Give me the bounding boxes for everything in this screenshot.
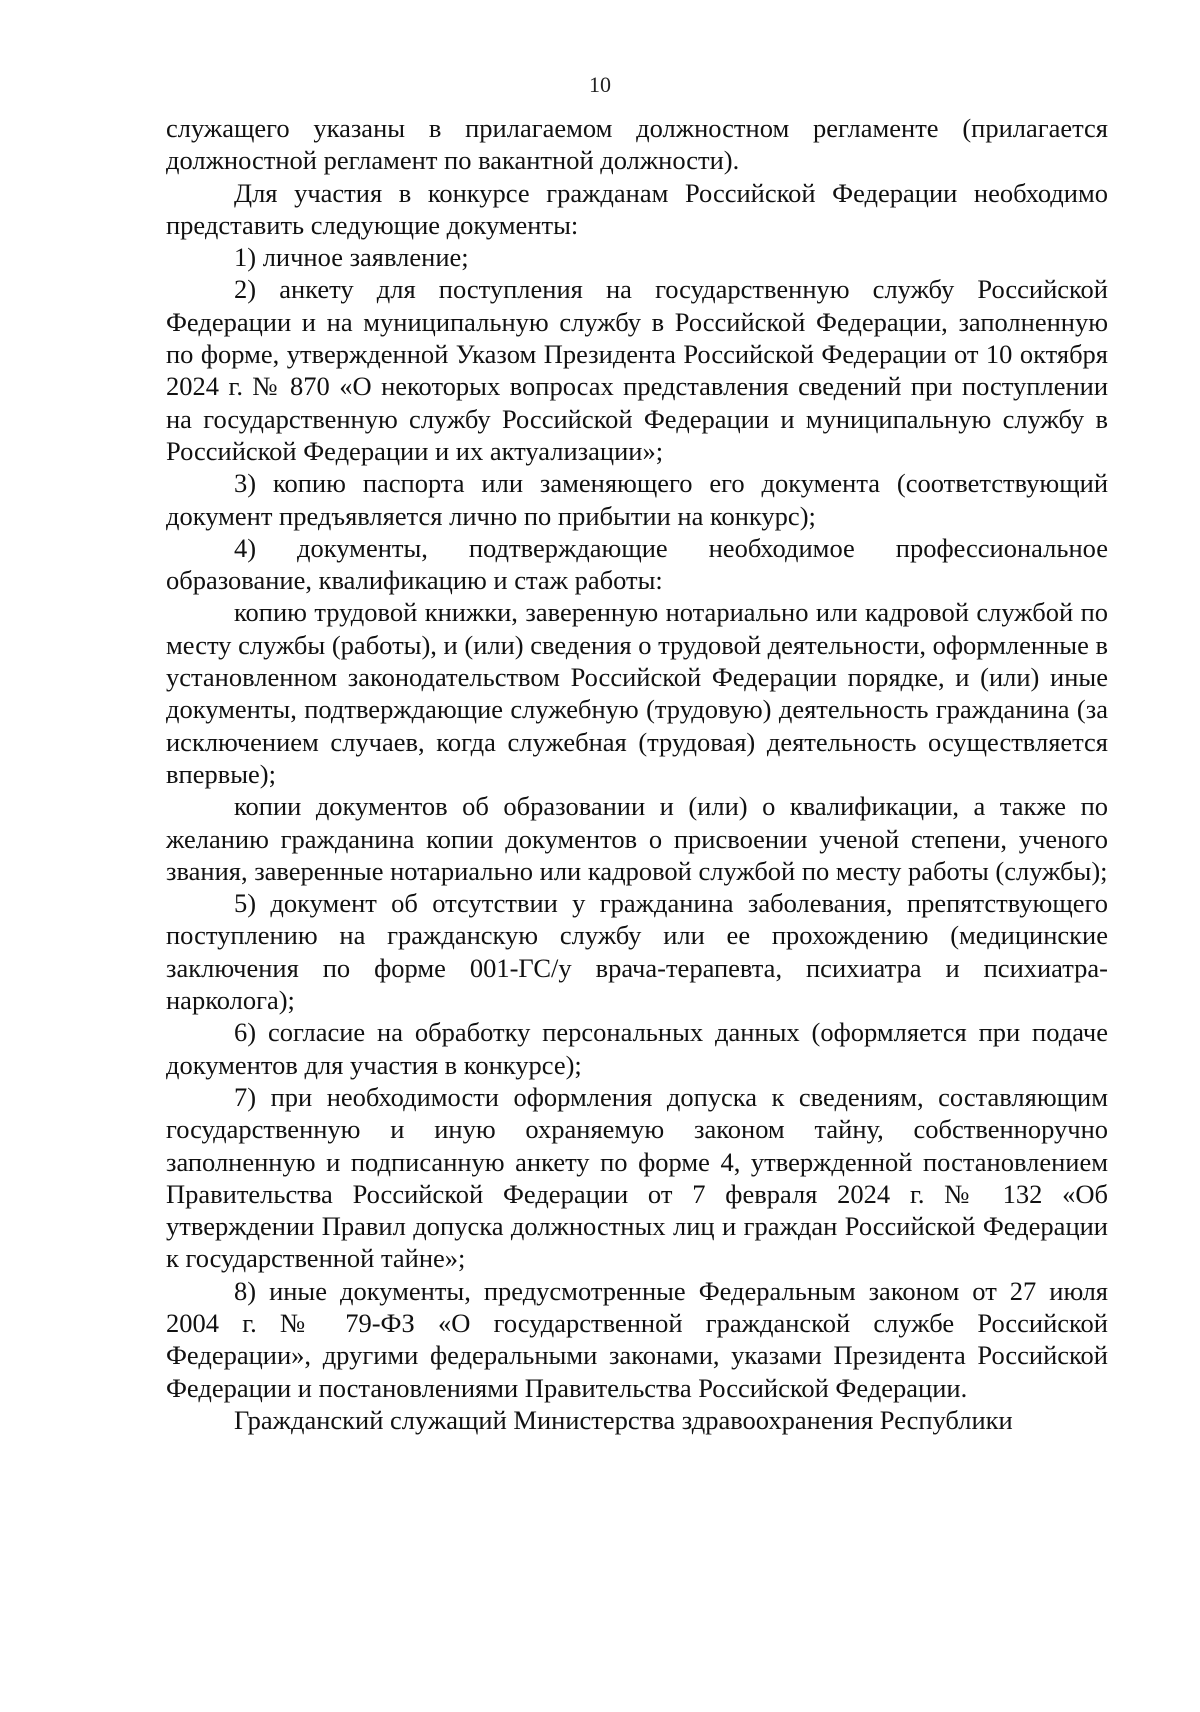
list-item-4-subitem-work-record: копию трудовой книжки, заверенную нотариально или кадровой службой по месту службы (работы), и (или) сведения о трудовой деятельности, оформленные в установленном законодательством Российской Федерации порядке, и (или) иные документы, подтверждающие служебную (трудовую) деятельность гражданина (за исключением случаев, когда служебная (трудовая) деятельность осуществляется впервые); xyxy=(166,597,1108,789)
paragraph-continuation: служащего указаны в прилагаемом должностном регламенте (прилагается должностной регламент по вакантной должности). xyxy=(166,113,1108,176)
list-item-7: 7) при необходимости оформления допуска к сведениям, составляющим государственную и иную охраняемую законом тайну, собственноручно заполненную и подписанную анкету по форме 4, утвержденной постановлением Правительства Российской Федерации от 7 февраля 2024 г. № 132 «Об утверждении Правил допуска должностных лиц и граждан Российской Федерации к государственной тайне»; xyxy=(166,1081,1108,1274)
list-item-4: 4) документы, подтверждающие необходимое профессиональное образование, квалификацию и стаж работы: xyxy=(166,532,1108,596)
paragraph-documents-intro: Для участия в конкурсе гражданам Российской Федерации необходимо представить следующие документы: xyxy=(166,177,1108,240)
list-item-4-subitem-education: копии документов об образовании и (или) о квалификации, а также по желанию гражданина копии документов о присвоении ученой степени, ученого звания, заверенные нотариально или кадровой службой по месту работы (службы); xyxy=(166,791,1108,886)
page-number: 10 xyxy=(589,72,611,97)
list-item-1: 1) личное заявление; xyxy=(234,242,469,273)
paragraph-civil-servant: Гражданский служащий Министерства здравоохранения Республики xyxy=(234,1404,1013,1435)
list-item-2: 2) анкету для поступления на государственную службу Российской Федерации и на муниципальную службу в Российской Федерации, заполненную по форме, утвержденной Указом Президента Российской Федерации от 10 октября 2024 г. № 870 «О некоторых вопросах представления сведений при поступлении на государственную службу Российской Федерации и муниципальную службу в Российской Федерации и их актуализации»; xyxy=(166,274,1108,466)
list-item-6: 6) согласие на обработку персональных данных (оформляется при подаче документов для участия в конкурсе); xyxy=(166,1017,1108,1080)
list-item-5: 5) документ об отсутствии у гражданина заболевания, препятствующего поступлению на гражданскую службу или ее прохождению (медицинские заключения по форме 001-ГС/у врача-терапевта, психиатра и психиатра-нарколога); xyxy=(166,888,1108,1016)
document-body xyxy=(166,112,1108,1436)
list-item-3: 3) копию паспорта или заменяющего его документа (соответствующий документ предъявляется лично по прибытии на конкурс); xyxy=(166,468,1108,531)
list-item-8: 8) иные документы, предусмотренные Федеральным законом от 27 июля 2004 г. № 79-ФЗ «О государственной гражданской службе Российской Федерации», другими федеральными законами, указами Президента Российской Федерации и постановлениями Правительства Российской Федерации. xyxy=(166,1275,1108,1403)
